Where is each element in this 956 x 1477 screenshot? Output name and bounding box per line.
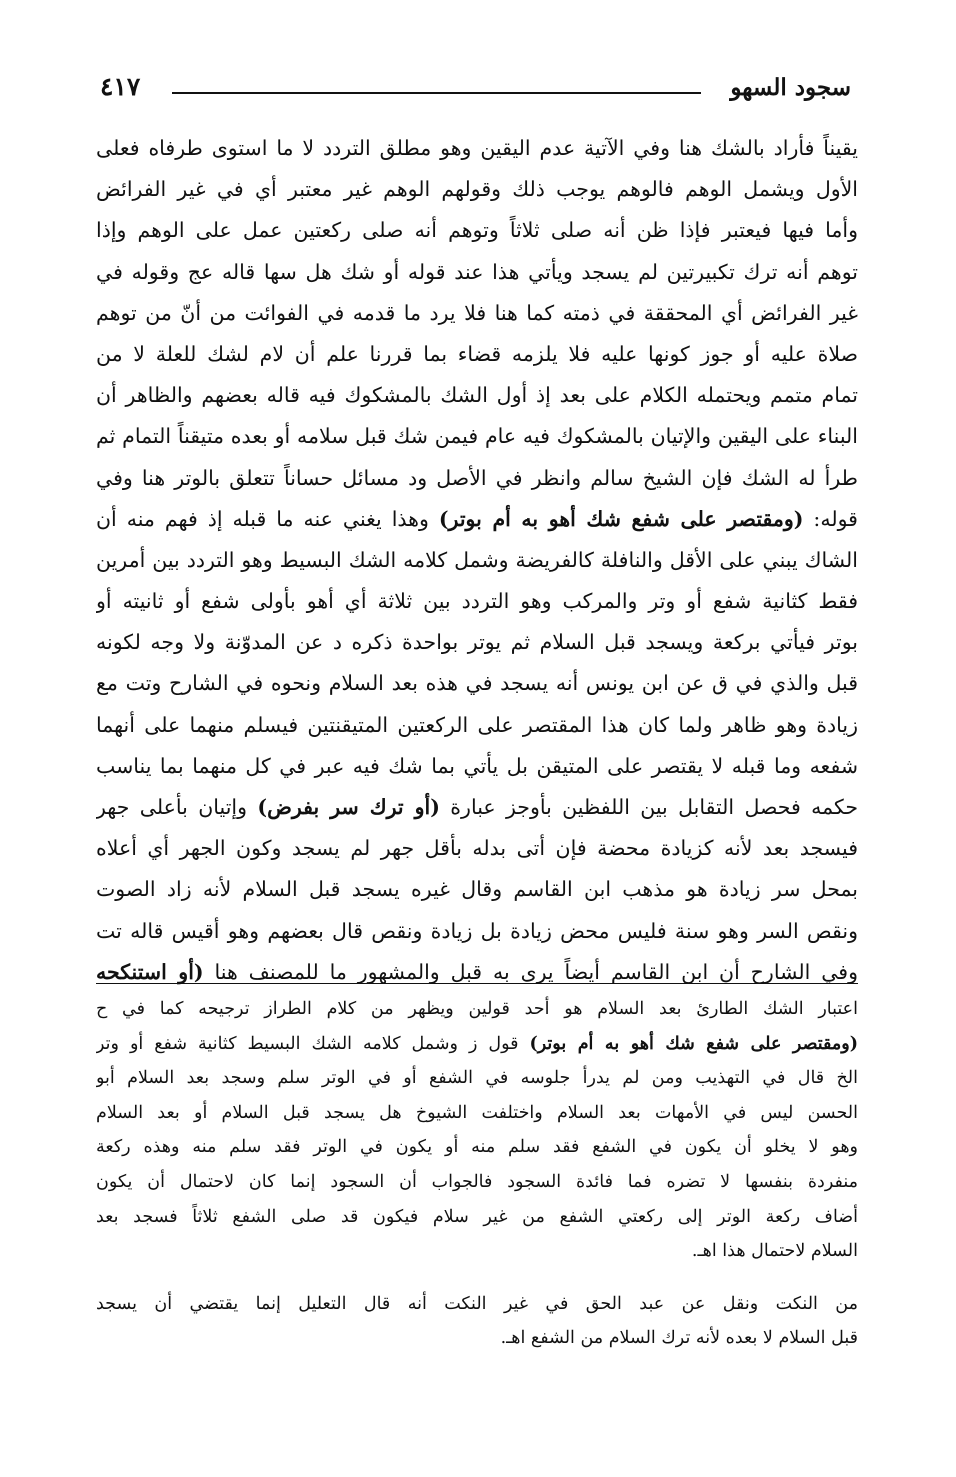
note-line: منفردة بنفسها لا تضره فما فائدة السجود فالجواب أن السجود إنما كان لاحتمال أن يكون (96, 1171, 858, 1192)
note-line: السلام لاحتمال هذا اهـ. (691, 1241, 858, 1262)
running-header (100, 70, 851, 110)
matn-quote: (أو استنكحه (96, 959, 204, 984)
text-line: فقط كثانية شفع أو وتر والمركب وهو التردد بين ثلاثة أي أهو بأولى شفع أو ثانيته أو (96, 589, 858, 614)
text-line: بمحل سر زيادة هو مذهب ابن القاسم وقال غيره يسجد قبل السلام لأنه زاد الصوت (96, 877, 858, 902)
text-line: تمام متمم ويحتمله الكلام على بعد إذ أول الشك بالمشكوك فيه قاله بعضهم والظاهر أن (96, 383, 858, 408)
footnote-divider (96, 983, 858, 984)
text-line: وأما فيها فيعتبر فإذا ظن أنه صلى ثلاثاً وتوهم أنه صلى ركعتين عمل على الوهم وإذا (96, 218, 858, 243)
text-line: ونقص السر وهو سنة فليس محض زيادة بل زيادة ونقص قال بعضهم وهو أقيس قاله تت (96, 918, 858, 943)
note-line: من النكت ونقل عن عبد الحق في غير النكت أنه قال التعليل إنما يقتضي أن يسجد (96, 1293, 858, 1314)
chapter-title: سجود السهو (730, 74, 851, 101)
text-line: يقيناً فأراد بالشك هنا وفي الآتية عدم اليقين وهو مطلق التردد لا ما استوى طرفاه فعلى (96, 136, 858, 160)
text-line: الأول ويشمل الوهم فالوهم يوجب ذلك وقولهم الوهم غير معتبر أي في غير الفرائض (96, 177, 858, 202)
text-line (96, 787, 858, 828)
matn-quote: (ومقتصر على شفع شك أهو به أم بوتر) (438, 506, 804, 531)
line-text: حكمه فحصل التقابل بين اللفظين بأوجز عبارة (439, 795, 858, 819)
text-line: زيادة وهو ظاهر ولما كان هذا المقتصر على الركعتين المتيقنتين فيسلم منهما على أنهما (96, 712, 858, 737)
line-text: قوله: (803, 506, 858, 531)
note-line: وهو لا يخلو أن يكون في الشفع فقد سلم منه أو يكون في الوتر فقد سلم منه وهذه ركعة (96, 1137, 858, 1158)
main-text-body (96, 128, 858, 993)
paragraph-gap (96, 1269, 858, 1287)
text-line: شفعه وما قبله لا يقتصر على المتيقن بل يأتي بما شك فيه عبر في كل منهما بما يناسب (96, 753, 858, 778)
note-line: الخ قال في التهذيب ومن لم يدرأ جلوسه في الشفع أو في الوتر سلم وسجد بعد السلام أبو (96, 1068, 858, 1089)
note-line (96, 1027, 858, 1062)
text-line (96, 952, 858, 993)
note-line: قبل السلام لا بعده لأنه ترك السلام من الشفع اهـ. (500, 1328, 858, 1349)
header-rule (172, 92, 701, 94)
line-text: وهذا يغني عنه ما قبله إذ فهم منه أن (96, 506, 439, 531)
note-line: الحسن ليس في الأمهات بعد السلام واختلفت الشيوخ هل يسجد قبل السلام أو بعد السلام (96, 1102, 858, 1123)
text-line: قبل والذي في ق عن ابن يونس أنه يسجد في هذه بعد السلام ونحوه في الشارح وتت مع (96, 671, 858, 696)
page-number: ٤١٧ (100, 72, 141, 101)
note-line: أضاف ركعة الوتر إلى ركعتي الشفع من غير سلام فيكون قد صلى الشفع ثلاثاً فسجد بعد (96, 1206, 858, 1227)
text-line: البناء على اليقين والإتيان بالمشكوك فيه عام فيمن شك قبل سلامه أو بعده متيقناً التمام ثم (96, 424, 858, 449)
matn-quote: (ومقتصر على شفع شك أهو به أم بوتر) (529, 1033, 858, 1054)
matn-quote: (أو ترك سر بفرض) (257, 795, 440, 819)
line-text: وفي الشارح أن ابن القاسم أيضاً يرى به قبل والمشهور ما للمصنف هنا (203, 959, 858, 984)
marginal-notes (96, 992, 858, 1356)
text-line: توهم أنه ترك تكبيرتين لم يسجد ويأتي هذا عند قوله أو شك هل سها قاله عج وقوله في (96, 259, 858, 284)
text-line: الشاك يبني على الأقل والنافلة كالفريضة وشمل كلامه الشك البسيط وهو التردد بين أمرين (96, 547, 858, 572)
text-line: طرأ له الشك فإن الشيخ سالم وانظر في الأصل ود مسائل حساناً تتعلق بالوتر هنا وفي (96, 465, 858, 490)
line-text: وإتيان بأعلى جهر (96, 795, 258, 819)
text-line: غير الفرائض أي المحققة في ذمته كما هنا فلا يرد ما قدمه في الفوائت من أنّ من توهم (96, 300, 858, 325)
line-text: قول ز وشمل كلامه الشك البسيط كثانية شفع أو وتر (96, 1033, 530, 1054)
text-line: صلاة عليه أو جوز كونها عليه فلا يلزمه قضاء بما قررنا علم أن لام لشك للعلة لا من (96, 341, 858, 366)
text-line: فيسجد بعد لأنه كزيادة محضة فإن أتى بدله بأقل جهر لم يسجد وكون الجهر أي أعلاه (96, 836, 858, 861)
note-line: اعتبار الشك الطارئ بعد السلام هو أحد قولين ويظهر من كلام الطراز ترجيحه كما في ح (96, 999, 858, 1019)
text-line: بوتر فيأتي بركعة ويسجد قبل السلام ثم يوتر بواحدة ذكره د عن المدوّنة ولا وجه لكونه (96, 630, 858, 655)
text-line (96, 499, 858, 540)
